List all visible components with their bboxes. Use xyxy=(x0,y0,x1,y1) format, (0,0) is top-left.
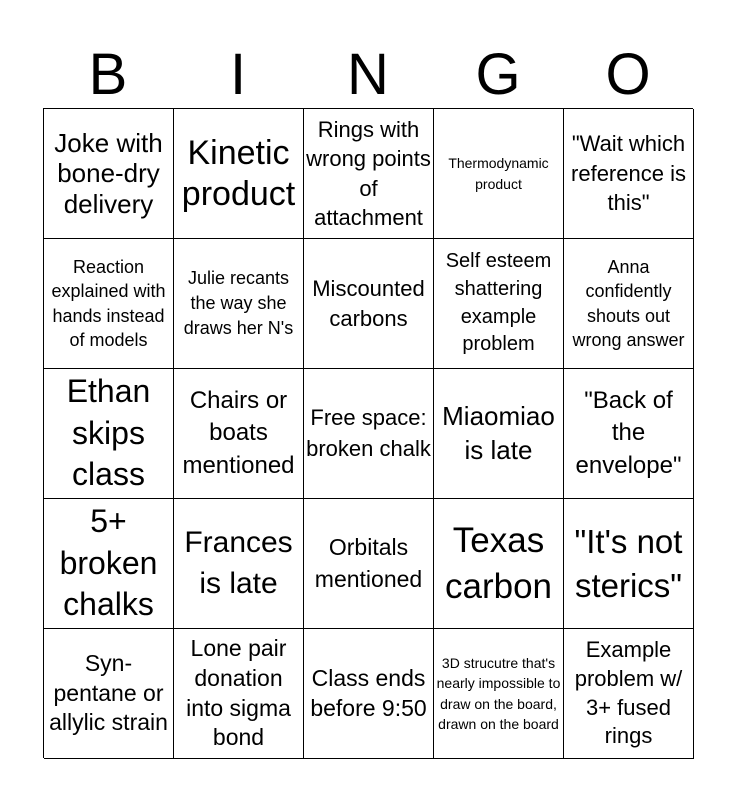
cell-text: "Wait which reference is this" xyxy=(571,130,686,216)
bingo-grid xyxy=(43,108,693,758)
cell-text: Reaction explained with hands instead of models xyxy=(51,256,166,350)
cell-text: Ethan skips class xyxy=(66,373,151,493)
cell-text: Orbitals mentioned xyxy=(314,534,423,592)
bingo-cell[interactable] xyxy=(304,369,434,499)
bingo-cell[interactable] xyxy=(44,109,174,239)
cell-text: Lone pair donation into sigma bond xyxy=(186,634,291,751)
bingo-header xyxy=(43,42,693,108)
bingo-cell[interactable] xyxy=(304,629,434,759)
cell-text: Rings with wrong points of attachment xyxy=(306,116,431,230)
header-letter-n: N xyxy=(347,42,389,107)
bingo-cell[interactable] xyxy=(564,369,694,499)
bingo-cell[interactable] xyxy=(44,499,174,629)
bingo-cell[interactable] xyxy=(434,109,564,239)
cell-text: Chairs or boats mentioned xyxy=(182,387,295,479)
cell-text: Miaomiao is late xyxy=(442,400,555,465)
bingo-cell[interactable] xyxy=(434,239,564,369)
bingo-cell[interactable] xyxy=(174,499,304,629)
header-letter-g: G xyxy=(475,42,521,107)
header-letter-o: O xyxy=(605,42,651,107)
bingo-cell[interactable] xyxy=(174,369,304,499)
header-letter-i: I xyxy=(229,42,247,107)
cell-text: Texas carbon xyxy=(444,521,553,606)
cell-text: Julie recants the way she draws her N's xyxy=(183,267,294,339)
cell-text: Thermodynamic product xyxy=(448,154,549,192)
bingo-cell[interactable] xyxy=(564,499,694,629)
bingo-cell[interactable] xyxy=(434,499,564,629)
cell-text: Frances is late xyxy=(184,525,293,600)
bingo-cell[interactable] xyxy=(304,109,434,239)
cell-text: Joke with bone-dry delivery xyxy=(54,127,163,219)
cell-text: 5+ broken chalks xyxy=(59,503,158,623)
bingo-cell[interactable] xyxy=(44,239,174,369)
cell-text: "Back of the envelope" xyxy=(575,386,682,479)
bingo-cell[interactable] xyxy=(174,109,304,239)
cell-text: "It's not sterics" xyxy=(574,522,683,604)
header-letter-b: B xyxy=(88,42,128,107)
cell-text: Example problem w/ 3+ fused rings xyxy=(574,637,683,749)
bingo-cell[interactable] xyxy=(304,239,434,369)
bingo-cell[interactable] xyxy=(44,629,174,759)
cell-text: Self esteem shattering example problem xyxy=(445,250,552,356)
bingo-cell[interactable] xyxy=(564,109,694,239)
bingo-cell[interactable] xyxy=(174,629,304,759)
bingo-cell[interactable] xyxy=(434,369,564,499)
cell-text: Miscounted carbons xyxy=(312,276,425,331)
cell-text: 3D strucutre that's nearly impossible to draw on the board, drawn on the board xyxy=(436,655,561,732)
bingo-cell[interactable] xyxy=(304,499,434,629)
bingo-cell[interactable] xyxy=(564,239,694,369)
cell-text: Syn-pentane or allylic strain xyxy=(49,649,168,736)
bingo-cell[interactable] xyxy=(44,369,174,499)
bingo-cell[interactable] xyxy=(564,629,694,759)
bingo-cell[interactable] xyxy=(174,239,304,369)
bingo-cell[interactable] xyxy=(434,629,564,759)
cell-text: Kinetic product xyxy=(181,133,296,213)
cell-text: Anna confidently shouts out wrong answer xyxy=(572,256,685,350)
cell-text: Class ends before 9:50 xyxy=(310,664,427,721)
cell-text: Free space: broken chalk xyxy=(306,405,431,461)
